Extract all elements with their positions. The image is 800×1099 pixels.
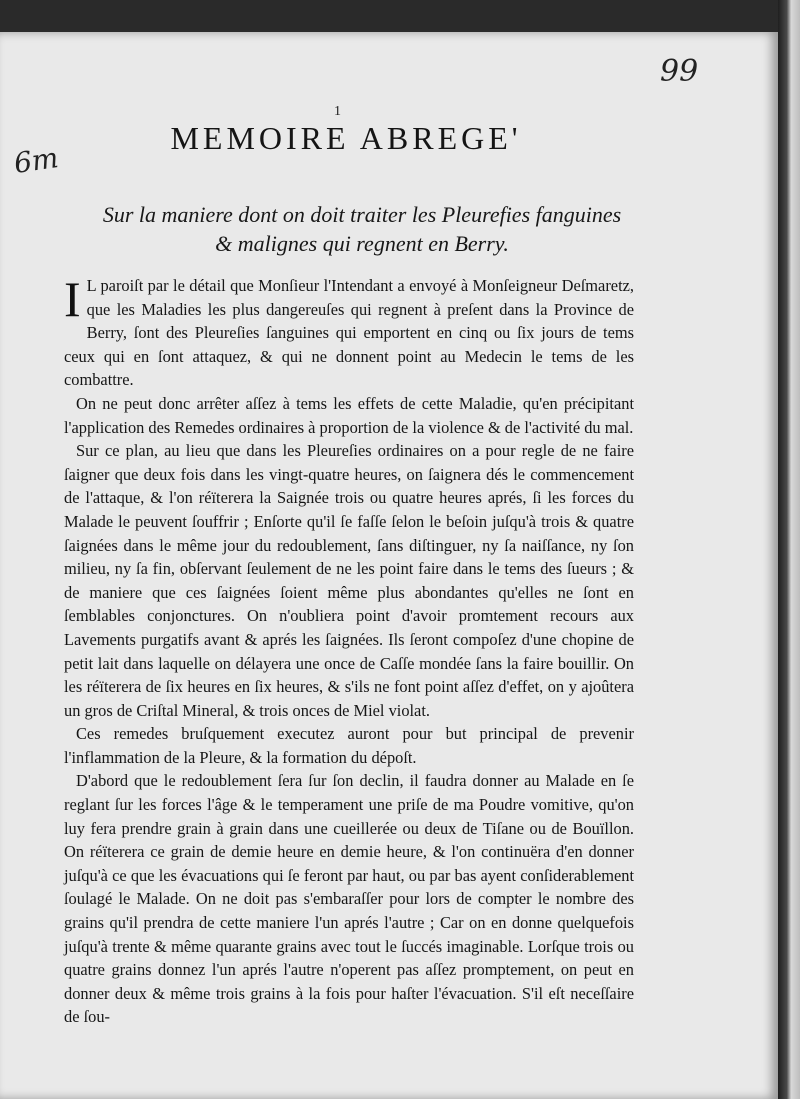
drop-cap: I xyxy=(64,271,81,327)
paragraph-5: D'abord que le redoublement ſera ſur ſon declin, il faudra donner au Malade en ſe reglant ſur les forces l'âge & le temperament une priſe de ma Poudre vomitive, qu'on luy fera prendre grain à grain dans une cueillerée ou deux de Tiſane ou de Bouïllon. On réïterera ce grain de demie heure en demie heure, & l'on continuëra d'en donner juſqu'à ce que les évacuations qui ſe feront par haut, ou par bas ayent conſiderablement ſoulagé le Malade. On ne doit pas s'embaraſſer pour lors de compter le nombre des grains qu'il prendra de cette maniere l'un aprés l'autre ; Car on en donne quelquefois juſqu'à trente & même quarante grains avec tout le ſuccés imaginable. Lorſque trois ou quatre grains donnez l'un aprés l'autre n'operent pas aſſez promptement, on peut en donner deux & même trois grains à la fois pour haſter l'évacuation. S'il eſt neceſſaire de ſou- xyxy=(64,771,634,1027)
page-edge xyxy=(778,0,800,1099)
paragraph-2: On ne peut donc arrêter aſſez à tems les effets de cette Maladie, qu'en précipitant l'application des Remedes ordinaires à proportion de la violence & de l'activité du mal. xyxy=(64,393,634,437)
paragraph-1 xyxy=(64,271,634,392)
body-text xyxy=(64,271,634,1029)
paragraph-3: Sur ce plan, au lieu que dans les Pleureſies ordinaires on a pour regle de ne faire ſaigner que deux fois dans les vingt-quatre heures, on ſaignera dés le commencement de l'attaque, & l'on réïterera la Saignée trois ou quatre heures aprés, ſi les forces du Malade le peuvent ſouffrir ; Enſorte qu'il ſe faſſe ſelon le beſoin juſqu'à trois & quatre ſaignées dans le même jour du redoublement, ſans diſtinguer, ny ſa naiſſance, ny ſon milieu, ny ſa fin, obſervant ſeulement de ne les point faire dans le tems des ſueurs ; & de maniere que ces ſaignées ſoient même plus abondantes qu'elles ne ſont en ſemblables conjonctures. On n'oubliera point d'avoir promtement recours aux Lavements purgatifs avant & aprés les ſaignées. Ils ſeront compoſez d'une chopine de petit lait dans laquelle on délayera une once de Caſſe mondée ſans la faire bouillir. On les réïterera de ſix heures en ſix heures, & s'ils ne font point aſſez d'effet, on y ajoûtera un gros de Criſtal Mineral, & trois onces de Miel violat. xyxy=(64,441,634,720)
folio-number: 99 xyxy=(660,54,699,89)
paragraph-4: Ces remedes bruſquement executez auront pour but principal de prevenir l'inflammation de la Pleure, & la formation du dépoſt. xyxy=(64,724,634,767)
page-title: MEMOIRE ABREGE' xyxy=(170,120,522,156)
margin-annotation: 6m xyxy=(11,141,61,180)
signature-mark: 1 xyxy=(334,104,341,119)
subtitle-line-2: & malignes qui regnent en Berry. xyxy=(215,231,509,256)
paragraph-text: L paroiſt par le détail que Monſieur l'Intendant a envoyé à Monſeigneur Deſmaretz, que les Maladies les plus dangereuſes qui regnent à preſent dans la Province de Berry, ſont des Pleureſies ſanguines qui emportent en cinq ou ſix jours de tems ceux qui en ſont attaquez, & qui ne donnent point au Medecin le tems de les combattre. xyxy=(64,276,634,390)
subtitle-line-1: Sur la maniere dont on doit traiter les Pleurefies fanguines xyxy=(102,202,622,227)
document-page xyxy=(0,32,778,1099)
